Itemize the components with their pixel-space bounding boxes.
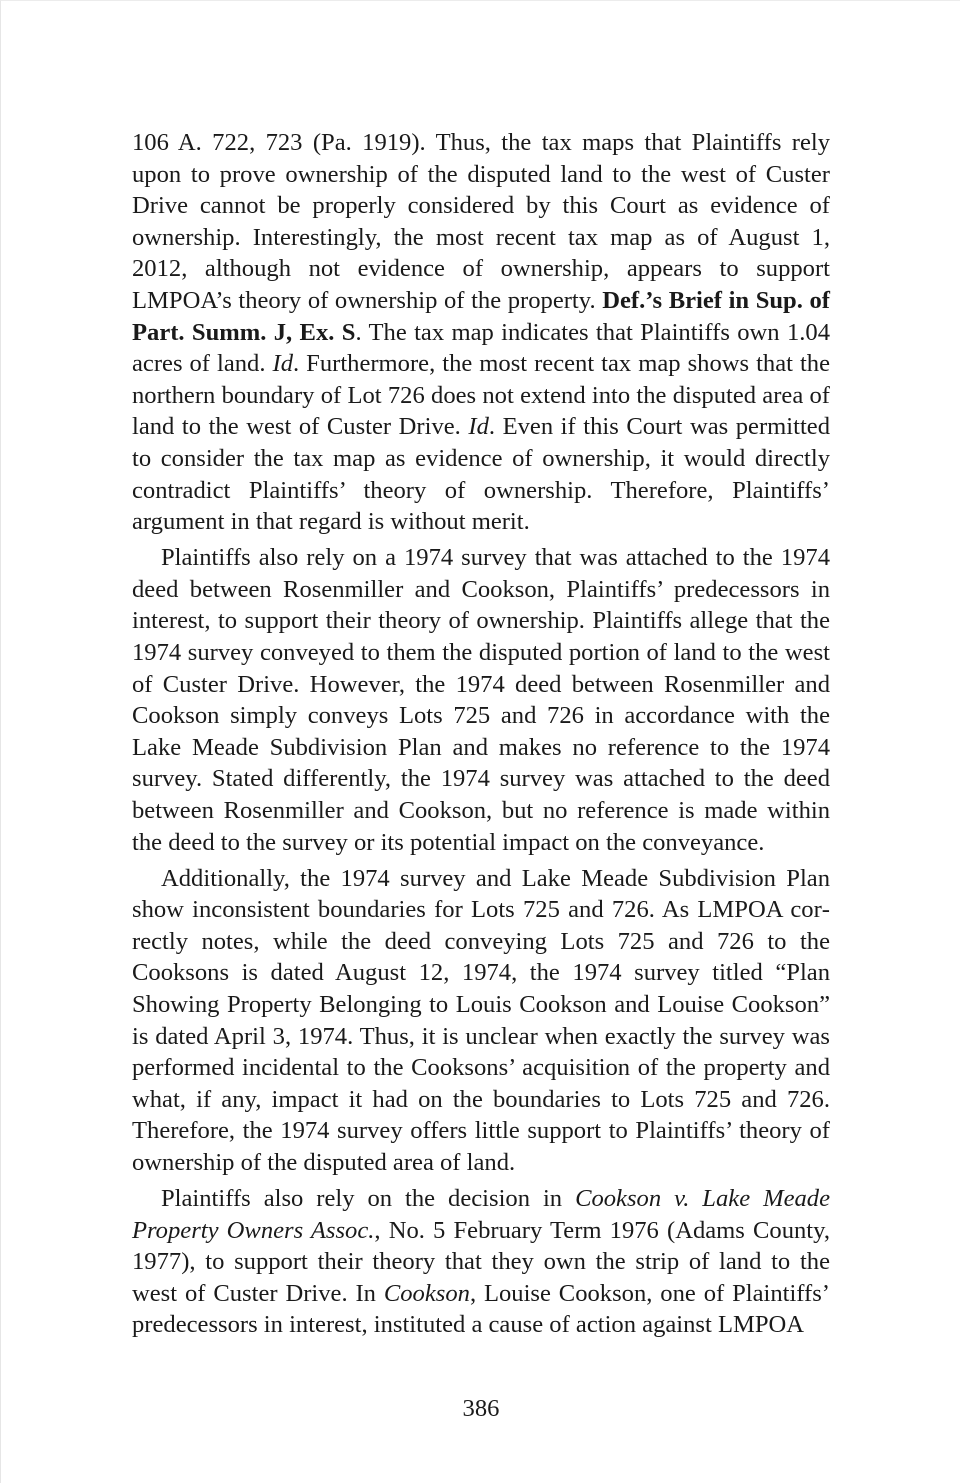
id-citation: Id	[468, 413, 489, 441]
paragraph-4	[132, 1183, 830, 1341]
brief-citation: Def.’s Brief in Sup. of Part. Summ. J, Ex. S	[132, 286, 830, 346]
text-segment: . Even if this Court was permitted to consider the tax map as evidence of ownership, it would directly contradict Plaintiffs’ theory of ownership. Therefore, Plaintiffs’ argument in that regard is without merit.	[132, 413, 830, 536]
text-segment: . Furthermore, the most recent tax map shows that the northern boundary of Lot 726 does not extend into the disputed area of land to the west of Custer Drive.	[132, 350, 830, 441]
paragraph-2	[132, 542, 830, 858]
paragraph-1	[132, 127, 830, 538]
text-segment: 106 A. 722, 723 (Pa. 1919). Thus, the tax maps that Plaintiffs rely upon to prove ownership of the disputed land to the west of Custer Drive cannot be properly considered by this Court as evidence of ownership. Interestingly, the most recent tax map as of August 1, 2012, although not evidence of ownership, appears to support LMPOA’s theory of ownership of the property.	[132, 129, 830, 314]
text-segment: Plaintiffs also rely on a 1974 survey that was attached to the 1974 deed between Rosenmiller and Cookson, Plaintiffs’ predecessors in interest, to support their theory of ownership. Plaintiffs allege that the 1974 survey conveyed to them the disputed portion of land to the west of Custer Drive. However, the 1974 deed between Rosenmiller and Cookson simply conveys Lots 725 and 726 in accordance with the Lake Meade Subdivision Plan and makes no reference to the 1974 survey. Stated differently, the 1974 survey was attached to the deed between Rosenmiller and Cookson, but no reference is made within the deed to the survey or its potential impact on the conveyance.	[132, 544, 830, 856]
text-segment: Additionally, the 1974 survey and Lake Meade Subdivision Plan show inconsistent boundaries for Lots 725 and 726. As LMPOA correctly notes, while the deed conveying Lots 725 and 726 to the Cooksons is dated August 12, 1974, the 1974 survey titled “Plan Showing Property Belonging to Louis Cookson and Louise Cookson” is dated April 3, 1974. Thus, it is unclear when exactly the survey was performed incidental to the Cooksons’ acquisition of the property and what, if any, impact it had on the boundaries to Lots 725 and 726. Therefore, the 1974 survey offers little support to Plaintiffs’ theory of ownership of the disputed area of land.	[132, 864, 830, 1176]
text-segment: , Louise Cookson, one of Plaintiffs’ predecessors in interest, instituted a cause of action against LMPOA	[132, 1279, 830, 1339]
text-segment: . The tax map indicates that Plaintiffs own 1.04 acres of land.	[132, 318, 830, 378]
case-short-citation: Cookson	[383, 1279, 470, 1307]
text-segment: Plaintiffs also rely on the decision in	[161, 1185, 576, 1213]
id-citation: Id	[272, 350, 293, 378]
case-citation: Cookson v. Lake Meade Property Owners Assoc.	[132, 1185, 830, 1244]
text-segment: , No. 5 February Term 1976 (Adams County, 1977), to support their theory that they own the strip of land to the west of Custer Drive. In	[132, 1216, 830, 1307]
page-number: 386	[462, 1395, 500, 1422]
body-text	[132, 127, 830, 1346]
paragraph-3	[132, 863, 830, 1179]
